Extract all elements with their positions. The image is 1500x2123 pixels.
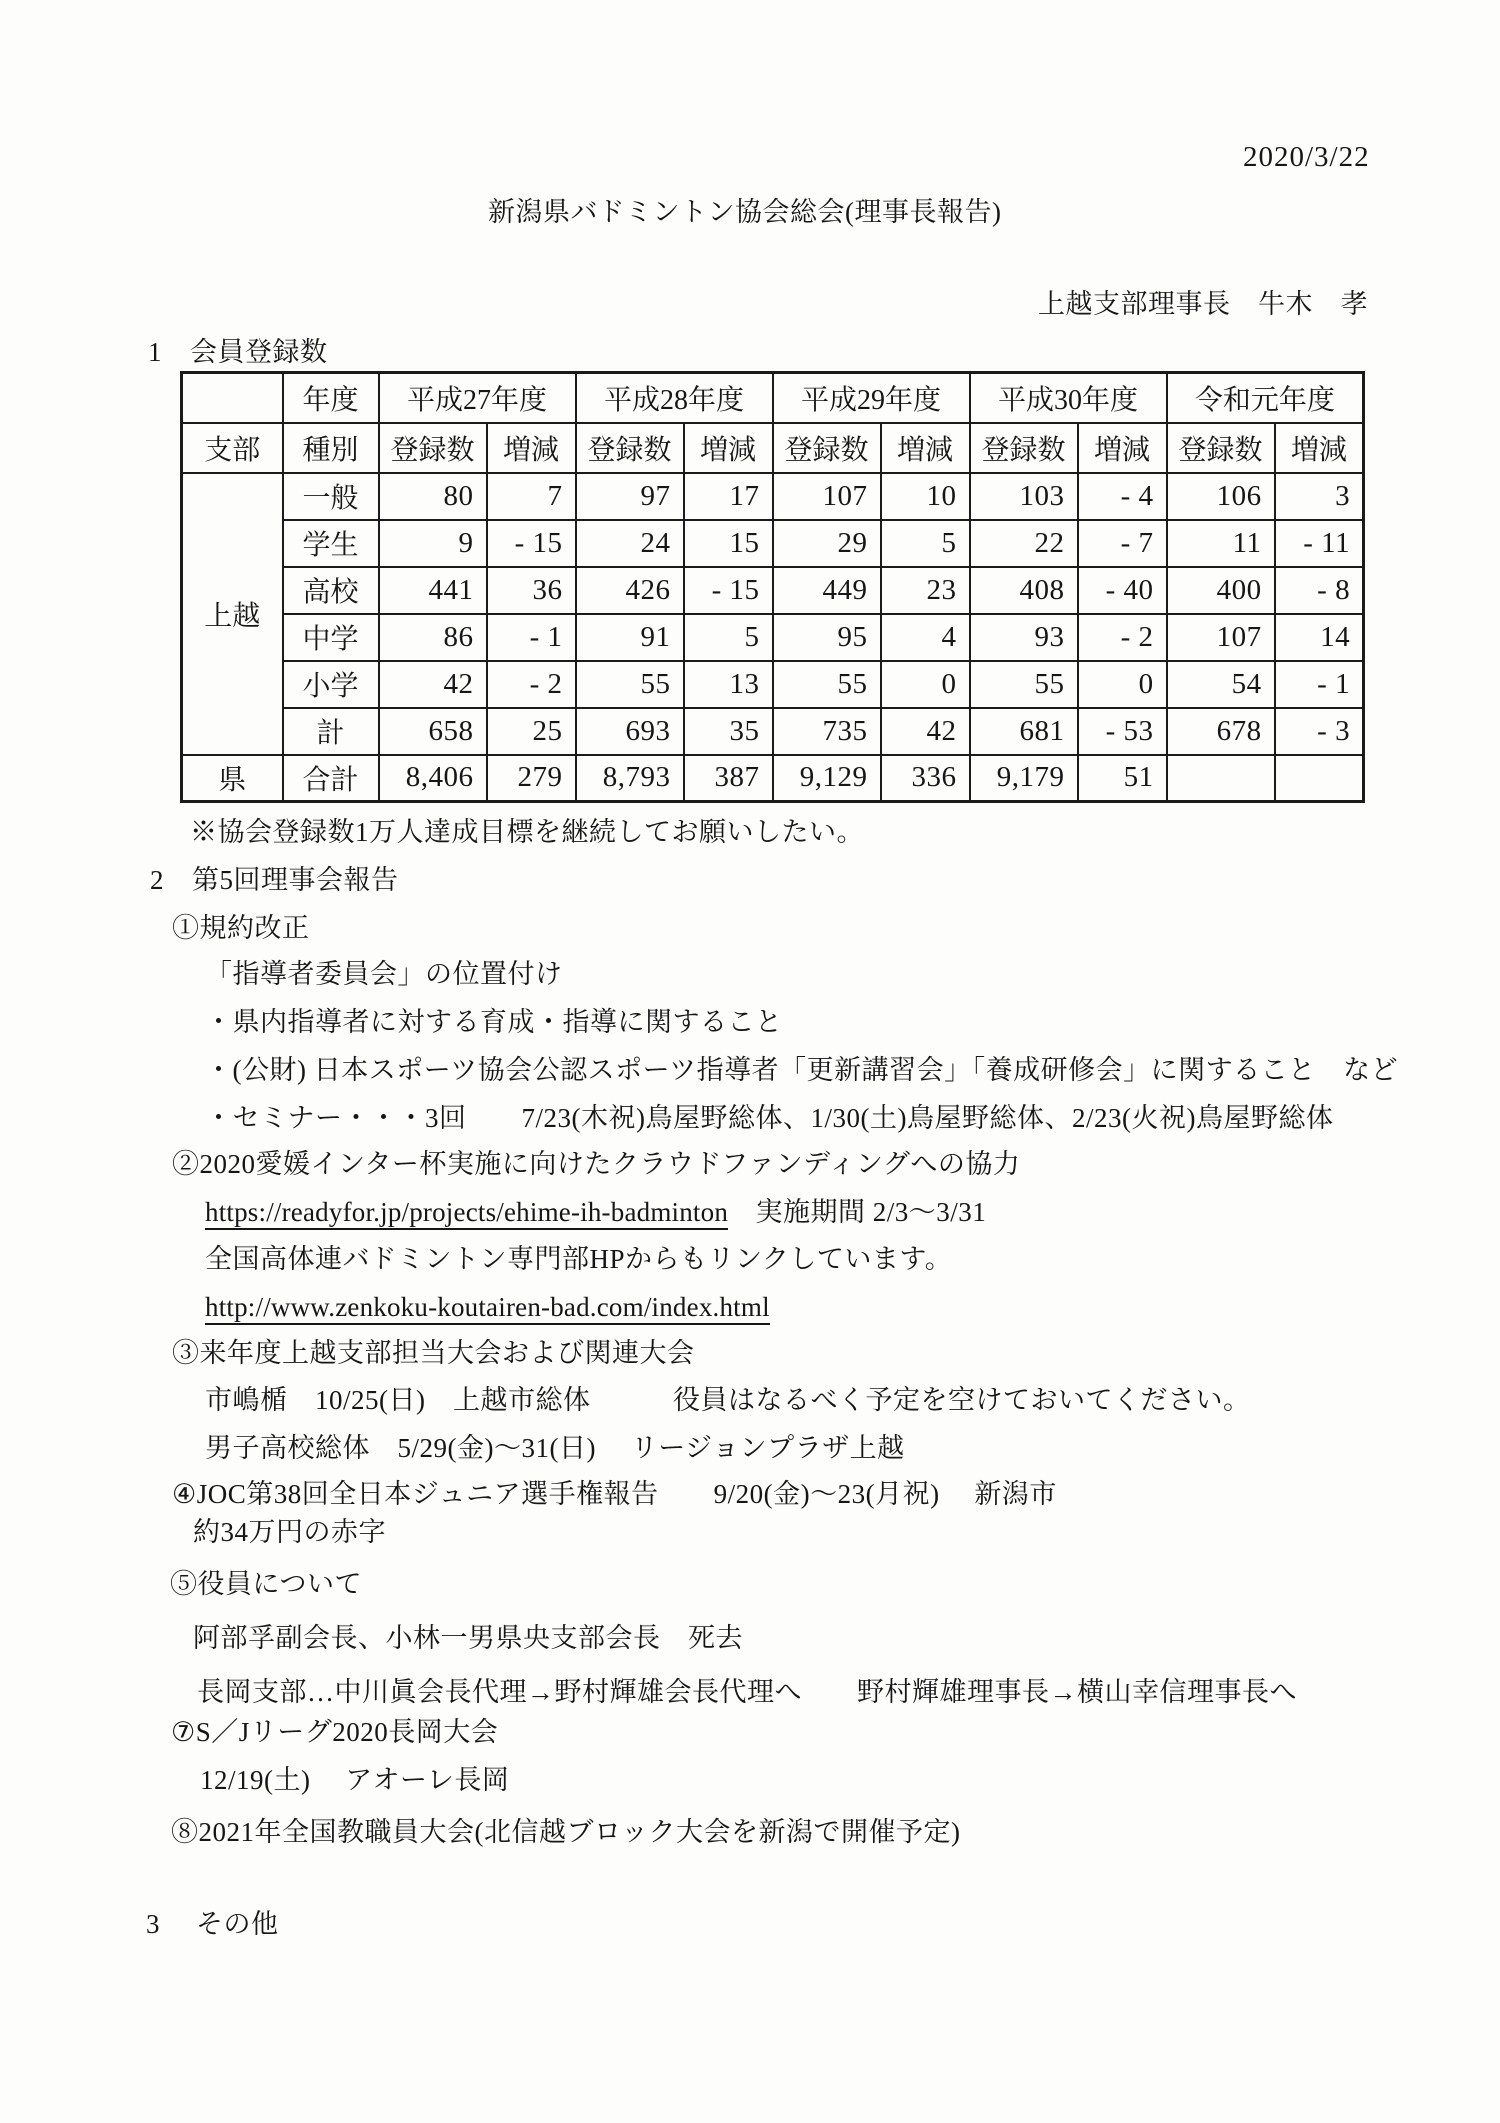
cell: 336 [881,755,970,802]
crowdfunding-url-line [205,1194,986,1230]
cell [1167,755,1275,802]
cell: 408 [970,567,1078,614]
readyfor-link[interactable]: https://readyfor.jp/projects/ehime-ih-badminton [205,1197,728,1230]
cell: 7 [487,473,576,520]
section-1-number: 1 [148,337,162,367]
cell: 9,129 [773,755,881,802]
cell: - 2 [1078,614,1167,661]
cell: 93 [970,614,1078,661]
cell [1275,755,1364,802]
cell: 9,179 [970,755,1078,802]
cell: 107 [773,473,881,520]
cell: 42 [881,708,970,755]
table-note: ※協会登録数1万人達成目標を継続してお願いしたい。 [190,817,864,847]
year-label-cell: 年度 [283,373,379,423]
cell: 97 [576,473,684,520]
cell: 23 [881,567,970,614]
cell: - 2 [487,661,576,708]
section-1-heading: 会員登録数 [190,337,328,367]
cell: 3 [1275,473,1364,520]
year-h30-cell: 平成30年度 [970,373,1167,423]
table-header-years-row [182,373,1364,423]
item-4-joc-junior: ④JOC第38回全日本ジュニア選手権報告 9/20(金)～23(月祝) 新潟市 [172,1479,1057,1509]
bullet-seminars: ・セミナー・・・3回 7/23(木祝)鳥屋野総体、1/30(土)鳥屋野総体、2/23(火祝)鳥屋野総体 [205,1103,1334,1133]
item-8-teachers-tournament: ⑧2021年全国教職員大会(北信越ブロック大会を新潟で開催予定) [171,1817,961,1847]
boys-hs-meet-line: 男子高校総体 5/29(金)～31(日) リージョンプラザ上越 [205,1433,905,1463]
cell: 24 [576,520,684,567]
cell: 735 [773,708,881,755]
campaign-period: 実施期間 2/3～3/31 [728,1197,987,1227]
cell: - 4 [1078,473,1167,520]
cell: 51 [1078,755,1167,802]
cell: 441 [379,567,487,614]
item-3-next-year-events: ③来年度上越支部担当大会および関連大会 [172,1338,695,1368]
cell: 35 [684,708,773,755]
deceased-officers-line: 阿部孚副会長、小林一男県央支部会長 死去 [193,1623,743,1653]
cell: 11 [1167,520,1275,567]
cell: 80 [379,473,487,520]
corner-cell [182,373,283,423]
section-2-heading: 第5回理事会報告 [192,865,399,895]
ichijima-shield-line: 市嶋楯 10/25(日) 上越市総体 役員はなるべく予定を空けておいてください。 [205,1385,1251,1415]
registered-header: 登録数 [970,423,1078,473]
year-r1-cell: 令和元年度 [1167,373,1364,423]
table-total-row [182,755,1364,802]
cell: - 40 [1078,567,1167,614]
cell: 449 [773,567,881,614]
change-header: 増減 [684,423,773,473]
row-label: 合計 [283,755,379,802]
cell: - 3 [1275,708,1364,755]
cell: 42 [379,661,487,708]
bullet-coach-development: ・県内指導者に対する育成・指導に関すること [205,1007,783,1037]
cell: 29 [773,520,881,567]
table-row [182,473,1364,520]
cell: 4 [881,614,970,661]
cell: 95 [773,614,881,661]
registered-header: 登録数 [773,423,881,473]
change-header: 増減 [487,423,576,473]
item-2-crowdfunding: ②2020愛媛インター杯実施に向けたクラウドファンディングへの協力 [172,1149,1021,1179]
cell: - 15 [684,567,773,614]
cell: - 53 [1078,708,1167,755]
cell: - 1 [1275,661,1364,708]
table-subheader-row [182,423,1364,473]
table-row [182,661,1364,708]
table-row [182,708,1364,755]
year-h29-cell: 平成29年度 [773,373,970,423]
branch-cell: 上越 [182,473,283,755]
koutairen-link[interactable]: http://www.zenkoku-koutairen-bad.com/index.html [205,1292,770,1325]
registered-header: 登録数 [379,423,487,473]
cell: 86 [379,614,487,661]
registered-header: 登録数 [1167,423,1275,473]
cell: 681 [970,708,1078,755]
cell: 9 [379,520,487,567]
change-header: 増減 [1275,423,1364,473]
cell: - 15 [487,520,576,567]
date-text: 2020/3/22 [1243,141,1370,173]
cell: 107 [1167,614,1275,661]
cell: 91 [576,614,684,661]
row-label: 学生 [283,520,379,567]
nagaoka-branch-line: 長岡支部…中川眞会長代理→野村輝雄会長代理へ 野村輝雄理事長→横山幸信理事長へ [197,1677,1297,1707]
cell: 0 [881,661,970,708]
cell: 279 [487,755,576,802]
cell: 426 [576,567,684,614]
cell: 14 [1275,614,1364,661]
cell: 10 [881,473,970,520]
pref-cell: 県 [182,755,283,802]
cell: 54 [1167,661,1275,708]
row-label: 高校 [283,567,379,614]
membership-table [180,371,1365,803]
registered-header: 登録数 [576,423,684,473]
cell: 658 [379,708,487,755]
item-1-rule-amendment: ①規約改正 [172,913,310,943]
cell: 8,406 [379,755,487,802]
cell: - 1 [487,614,576,661]
cell: 400 [1167,567,1275,614]
cell: 678 [1167,708,1275,755]
section-2-number: 2 [150,865,164,895]
cell: 22 [970,520,1078,567]
cell: 17 [684,473,773,520]
cell: 36 [487,567,576,614]
section-3-number: 3 [146,1909,160,1939]
row-label: 計 [283,708,379,755]
cell: 5 [881,520,970,567]
row-label: 小学 [283,661,379,708]
cell: 55 [970,661,1078,708]
table-row [182,567,1364,614]
cell: - 8 [1275,567,1364,614]
row-label: 一般 [283,473,379,520]
cell: 13 [684,661,773,708]
change-header: 増減 [1078,423,1167,473]
bullet-jspo-courses: ・(公財) 日本スポーツ協会公認スポーツ指導者「更新講習会」「養成研修会」に関すること など [205,1055,1399,1085]
cell: 0 [1078,661,1167,708]
table-row [182,614,1364,661]
cell: - 7 [1078,520,1167,567]
cell: 106 [1167,473,1275,520]
item-7-sj-league: ⑦S／Jリーグ2020長岡大会 [171,1717,499,1747]
type-header-cell: 種別 [283,423,379,473]
cell: 5 [684,614,773,661]
sj-league-venue-line: 12/19(土) アオーレ長岡 [200,1765,510,1795]
cell: 15 [684,520,773,567]
coach-committee-line: 「指導者委員会」の位置付け [205,959,563,989]
change-header: 増減 [881,423,970,473]
cell: 103 [970,473,1078,520]
koutairen-url-line [205,1289,770,1325]
cell: 387 [684,755,773,802]
branch-header-cell: 支部 [182,423,283,473]
cell: 55 [773,661,881,708]
cell: 55 [576,661,684,708]
section-3-heading: その他 [196,1909,279,1939]
cell: 8,793 [576,755,684,802]
deficit-line: 約34万円の赤字 [193,1517,386,1547]
item-5-officers: ⑤役員について [170,1569,362,1599]
year-h28-cell: 平成28年度 [576,373,773,423]
cell: 25 [487,708,576,755]
koutairen-hp-line: 全国高体連バドミントン専門部HPからもリンクしています。 [205,1244,953,1274]
doc-title: 新潟県バドミントン協会総会(理事長報告) [488,197,1002,227]
author-line: 上越支部理事長 牛木 孝 [1038,289,1368,319]
year-h27-cell: 平成27年度 [379,373,576,423]
cell: - 11 [1275,520,1364,567]
row-label: 中学 [283,614,379,661]
table-row [182,520,1364,567]
cell: 693 [576,708,684,755]
